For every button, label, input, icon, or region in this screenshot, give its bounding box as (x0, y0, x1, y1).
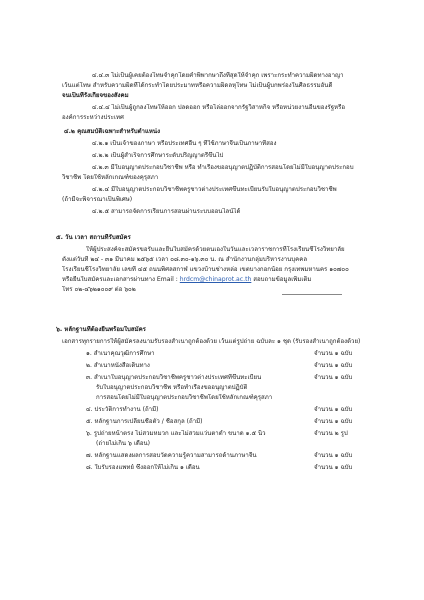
qual-4-4-3-line1: ๔.๔.๓ ไม่เป็นผู้เคยต้องโทษจำคุกโดยคำพิพากษาถึงที่สุดให้จำคุก เพราะกระทำความผิดทางอาญา (92, 72, 344, 79)
doc-item-3: ๓. สำเนาใบอนุญาตประกอบวิชาชีพครูชาวต่างประเทศที่ขึ้นทะเบียน (86, 374, 262, 381)
doc-item-4-count: จำนวน ๑ ฉบับ (314, 406, 353, 413)
section-6-heading: ๖. หลักฐานที่ต้องยื่นพร้อมใบสมัคร (56, 326, 146, 333)
email-suffix-text: สอบถามข้อมูลเพิ่มเติม (253, 276, 312, 283)
specific-item-5: ๔.๒.๕ สามารถจัดการเรียนการสอนผ่านระบบออนไลน์ได้ (92, 208, 241, 215)
qual-4-4-3-line3: จนเป็นที่รังเกียจของสังคม (62, 92, 129, 99)
section-5-line2: ตั้งแต่วันที่ ๒๔ - ๓๑ มีนาคม ๒๕๖๕ เวลา ๐๘.๓๐-๑๖.๓๐ น. ณ สำนักงานกลุ่มบริหารงานบุคคล (62, 256, 308, 263)
specific-qualifications-heading: ๔.๒ คุณสมบัติเฉพาะสำหรับตำแหน่ง (64, 128, 161, 135)
doc-item-4: ๔. ประวัติการทำงาน (ถ้ามี) (86, 406, 159, 413)
doc-item-1: ๑. สำเนาคุณวุฒิการศึกษา (86, 350, 155, 357)
specific-item-3-line1: ๔.๒.๓ มีใบอนุญาตประกอบวิชาชีพ หรือ ทำเรื่องขออนุญาตปฏิบัติการสอนโดยไม่มีใบอนุญาตประกอบ (92, 164, 354, 171)
doc-item-2-count: จำนวน ๑ ฉบับ (314, 362, 353, 369)
doc-item-5: ๕. หลักฐานการเปลี่ยนชื่อตัว / ชื่อสกุล (ถ้ามี) (86, 418, 203, 425)
email-link: hrdcm@chinaprot.ac.th (179, 276, 252, 283)
specific-item-1: ๔.๒.๑ เป็นเจ้าของภาษา หรือประเทศอื่น ๆ ที่ใช้ภาษาจีนเป็นภาษาที่สอง (92, 140, 277, 147)
doc-item-3-line2: รับใบอนุญาตประกอบวิชาชีพ หรือทำเรื่องขออนุญาตปฏิบัติ (96, 384, 248, 391)
doc-item-1-count: จำนวน ๑ ฉบับ (314, 350, 353, 357)
specific-item-2: ๔.๒.๒ เป็นผู้สำเร็จการศึกษาระดับปริญญาตรีขึ้นไป (92, 152, 224, 159)
doc-item-2: ๒. สำเนาหนังสือเดินทาง (86, 362, 150, 369)
doc-item-6-line2: (ถ่ายไม่เกิน ๖ เดือน) (96, 440, 151, 447)
doc-item-5-count: จำนวน ๑ ฉบับ (314, 418, 353, 425)
specific-item-4-line1: ๔.๒.๔ มีใบอนุญาตประกอบวิชาชีพครูชาวต่างประเทศขึ้นทะเบียนรับใบอนุญาตประกอบวิชาชีพ (92, 186, 337, 193)
doc-item-6: ๖. รูปถ่ายหน้าตรง ไม่สวมหมวก และไม่สวมแว่นตาดำ ขนาด ๑.๕ นิ้ว (86, 430, 266, 437)
doc-item-3-line3: การสอนโดยไม่มีใบอนุญาตประกอบวิชาชีพโดยใช้หลักเกณฑ์คุรุสภา (96, 394, 273, 401)
doc-item-8-count: จำนวน ๑ ฉบับ (314, 464, 353, 471)
doc-item-7: ๗. หลักฐานแสดงผลการสอบวัดความรู้ความสามารถด้านภาษาจีน (86, 452, 257, 459)
doc-item-6-count: จำนวน ๒ รูป (314, 430, 348, 437)
doc-item-7-count: จำนวน ๑ ฉบับ (314, 452, 353, 459)
email-prefix-text: หรือยื่นใบสมัครและเอกสารผ่านทาง Email : (62, 276, 178, 283)
section-5-heading: ๕. วัน เวลา สถานที่รับสมัคร (56, 234, 131, 241)
qual-4-4-4-line1: ๔.๔.๔ ไม่เป็นผู้ถูกลงโทษให้ออก ปลดออก หรือไล่ออกจากรัฐวิสาหกิจ หรือหน่วยงานอื่นของรัฐหรือ (92, 104, 346, 111)
specific-item-3-line2: วิชาชีพ โดยใช้หลักเกณฑ์ของคุรุสภา (62, 174, 159, 181)
section-5-line3: โรงเรียนชีโรงวิทยาลัย เลขที่ ๔๕ ถนนพิศลสกาฬ แขวงบ้านช่างหล่อ เขตบางกอกน้อย กรุงเทพมหานคร ๑๐๗๐๐ (62, 266, 349, 273)
doc-item-3-count: จำนวน ๑ ฉบับ (314, 374, 353, 381)
section-6-intro: เอกสารทุกรายการให้ผู้สมัครลงนามรับรองสำเนาถูกต้องด้วย เว้นแต่รูปถ่าย ฉบับละ ๑ ชุด (รับรองสำเนาถูกต้องด้วย) (62, 338, 361, 345)
divider-line (282, 294, 342, 295)
phone-text: โทร ๐๒-๔๖๒๑๐๐๙ ต่อ ๖๐๒ (62, 286, 136, 293)
section-5-line4 (62, 276, 311, 284)
specific-item-4-line2: (ถ้ามีจะพิจารณาเป็นพิเศษ) (62, 196, 133, 203)
qual-4-4-4-line2: องค์การระหว่างประเทศ (62, 114, 124, 121)
qual-4-4-3-line2: เว้นแต่โทษ สำหรับความผิดที่ได้กระทำโดยประมาทหรือความผิดลหุโทษ ไม่เป็นผู้บกพร่องในศีลธรรมอันดี (62, 82, 333, 89)
doc-item-8: ๘. ใบรับรองแพทย์ ซึ่งออกให้ไม่เกิน ๑ เดือน (86, 464, 200, 471)
section-5-line1: ให้ผู้ประสงค์จะสมัครขอรับและยื่นใบสมัครด้วยตนเองในวันและเวลาราชการที่โรงเรียนชีโรงวิทยาลัย (86, 246, 345, 253)
